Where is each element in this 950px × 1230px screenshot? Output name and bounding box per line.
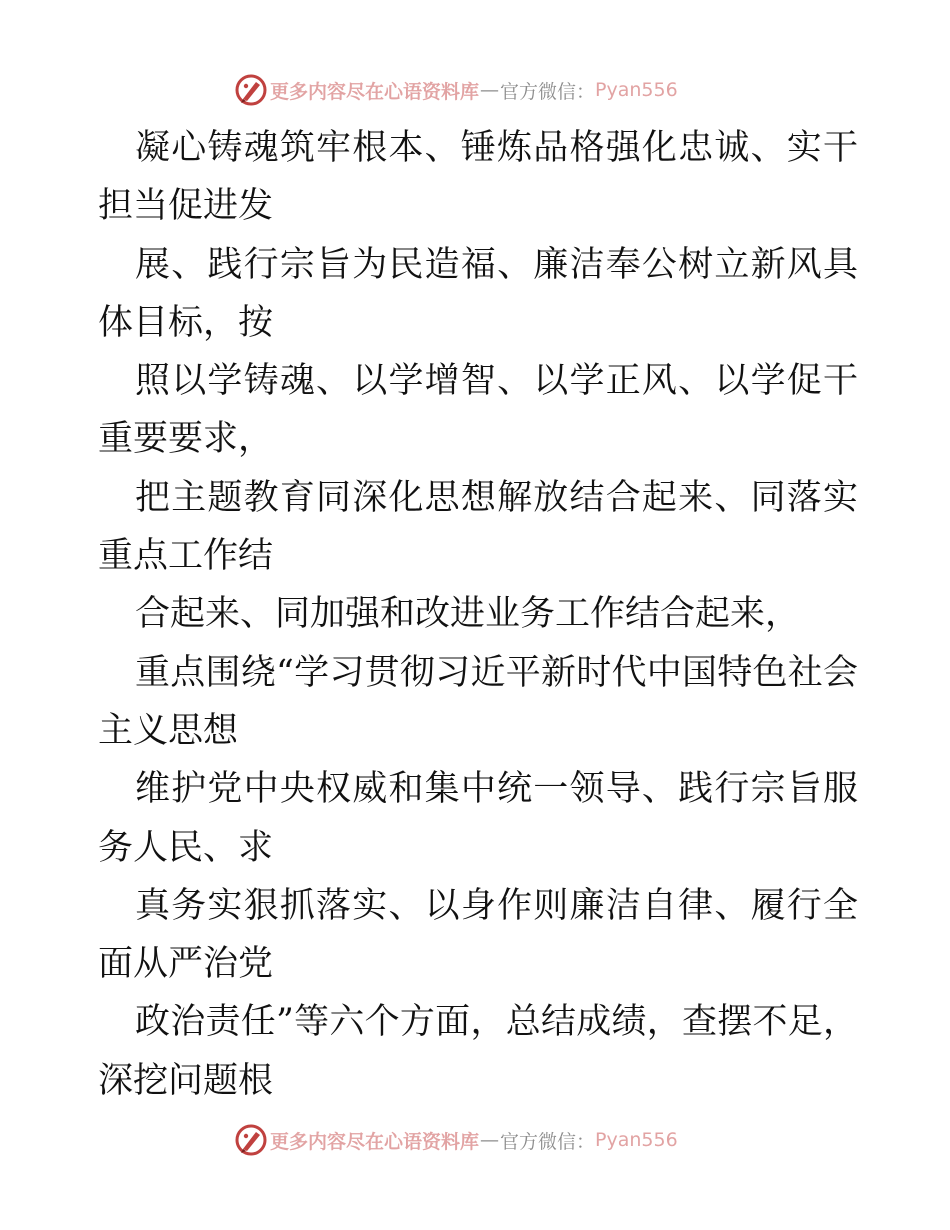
paragraph: 凝心铸魂筑牢根本、锤炼品格强化忠诚、实干担当促进发 [98, 128, 858, 227]
watermark-official: 官方微信： [500, 80, 596, 103]
paragraph: 照以学铸魂、以学增智、以学正风、以学促干重要要求， [98, 361, 858, 460]
paragraph: 真务实狠抓落实、以身作则廉洁自律、履行全面从严治党 [98, 885, 858, 985]
paragraph: 合起来、同加强和改进业务工作结合起来， [135, 594, 801, 635]
watermark-brand: 更多内容尽在心语资料库 [270, 1130, 480, 1153]
paragraph: 维护党中央权威和集中统一领导、践行宗旨服务人民、求 [98, 769, 858, 868]
document-body [98, 119, 858, 1110]
footer-watermark [234, 1123, 734, 1157]
paragraph: 政治责任”等六个方面，总结成绩，查摆不足，深挖问题根 [98, 1002, 858, 1101]
paragraph: 展、践行宗旨为民造福、廉洁奉公树立新风具体目标，按 [98, 244, 858, 343]
watermark-brand: 更多内容尽在心语资料库 [270, 80, 480, 103]
paragraph: 把主题教育同深化思想解放结合起来、同落实重点工作结 [98, 477, 858, 577]
header-watermark [234, 73, 734, 107]
paragraph: 重点围绕“学习贯彻习近平新时代中国特色社会主义思想 [98, 652, 858, 751]
watermark-handle: Pyan556 [595, 1129, 678, 1151]
watermark-handle: Pyan556 [595, 79, 678, 101]
pen-logo-icon [234, 73, 268, 107]
watermark-official: 官方微信： [500, 1130, 596, 1153]
watermark-separator: — [480, 1129, 500, 1151]
watermark-separator: — [480, 79, 500, 101]
pen-logo-icon [234, 1123, 268, 1157]
